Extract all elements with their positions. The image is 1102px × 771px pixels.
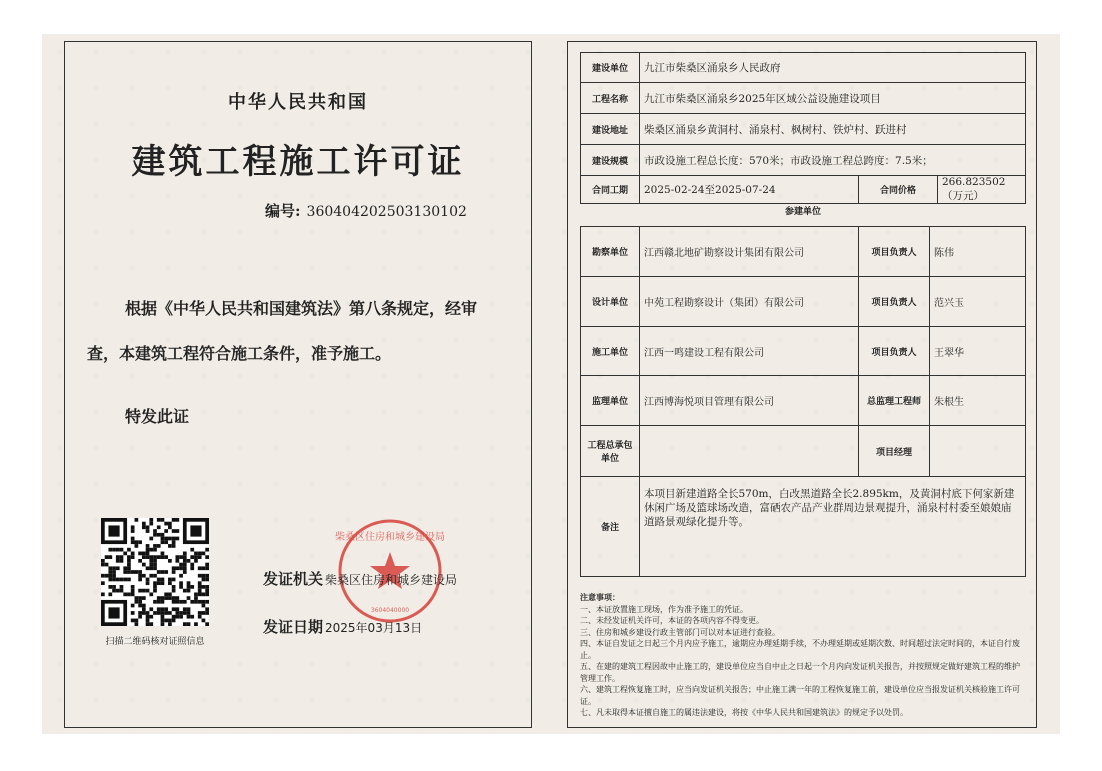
serial-value: 360404202503130102: [306, 204, 467, 220]
table-row: [581, 83, 1026, 114]
svg-text:3604040000: 3604040000: [370, 607, 410, 614]
note-item: 六、建筑工程恢复施工时，应当向发证机关报告；中止施工满一年的工程恢复施工前，建设单位应当报发证机关核验施工许可证。: [580, 685, 1020, 706]
notes-section: [580, 592, 1026, 719]
period-value: 2025-02-24至2025-07-24: [640, 176, 859, 204]
country-heading: 中华人民共和国: [228, 92, 368, 113]
period-label: 合同工期: [581, 176, 640, 204]
serial-label: 编号:: [265, 202, 301, 220]
price-label: 合同价格: [859, 176, 938, 204]
table-row: [581, 176, 1026, 204]
party-lead-label: 总监理工程师: [859, 376, 930, 426]
issuer-label: 发证机关: [263, 570, 324, 588]
party-lead-label: 项目经理: [859, 426, 930, 477]
party-lead-label: 项目负责人: [859, 277, 930, 327]
builder-value: 九江市柴桑区涌泉乡人民政府: [640, 53, 1026, 83]
permit-body-text: 根据《中华人民共和国建筑法》第八条规定，经审查，本建筑工程符合施工条件，准予施工。: [87, 299, 478, 363]
permit-left-panel: [64, 41, 532, 728]
project-info-table: [580, 52, 1026, 204]
table-row: [581, 53, 1026, 83]
parties-table: [580, 226, 1026, 577]
party-name: 江西博海悦项目管理有限公司: [640, 376, 859, 426]
party-lead: 范兴玉: [930, 277, 1026, 327]
issuer-value: 柴桑区住房和城乡建设局: [325, 573, 458, 587]
party-lead: 朱根生: [930, 376, 1026, 426]
parties-title: 参建单位: [784, 207, 821, 217]
note-item: 五、在建的建筑工程因故中止施工的，建设单位应当自中止之日起一个月内向发证机关报告，并按照规定做好建筑工程的维护管理工作。: [580, 662, 1020, 683]
table-row: [581, 477, 1026, 577]
party-role: 勘察单位: [581, 227, 640, 277]
party-role: 设计单位: [581, 277, 640, 327]
note-item: 四、本证自发证之日起三个月内应予施工，逾期应办理延期手续，不办理延期或延期次数、时间超过法定时间的，本证自行废止。: [580, 639, 1020, 660]
price-value: 266.823502（万元）: [938, 176, 1026, 204]
project-name-value: 九江市柴桑区涌泉乡2025年区域公益设施建设项目: [640, 83, 1026, 114]
notes-heading: 注意事项：: [580, 592, 620, 602]
party-name: 江西一鸣建设工程有限公司: [640, 327, 859, 376]
remark-label: 备注: [581, 477, 640, 577]
address-value: 柴桑区涌泉乡黄洞村、涌泉村、枫树村、铁炉村、跃进村: [640, 114, 1026, 145]
project-name-label: 工程名称: [581, 83, 640, 114]
party-lead: [930, 426, 1026, 477]
note-item: 七、凡未取得本证擅自施工的属违法建设，将按《中华人民共和国建筑法》的规定予以处罚。: [580, 708, 908, 717]
table-row: [581, 327, 1026, 376]
party-lead: 王翠华: [930, 327, 1026, 376]
issuer-row: [263, 568, 457, 589]
party-role: 施工单位: [581, 327, 640, 376]
qr-caption: 扫描二维码核对证照信息: [105, 637, 205, 647]
table-row: [581, 227, 1026, 277]
permit-title: 建筑工程施工许可证: [131, 142, 465, 182]
serial-number: [265, 200, 467, 221]
scale-label: 建设规模: [581, 145, 640, 176]
permit-right-panel: [567, 41, 1037, 728]
party-lead-label: 项目负责人: [859, 327, 930, 376]
issue-date-value: 2025年03月13日: [325, 621, 423, 635]
table-row: [581, 145, 1026, 176]
party-name: 中苑工程勘察设计（集团）有限公司: [640, 277, 859, 327]
qr-code-icon[interactable]: [101, 518, 209, 626]
table-row: [581, 376, 1026, 426]
party-role: 工程总承包单位: [581, 426, 640, 477]
svg-text:柴桑区住房和城乡建设局: 柴桑区住房和城乡建设局: [335, 532, 445, 543]
table-row: [581, 426, 1026, 477]
table-row: [581, 277, 1026, 327]
scale-value: 市政设施工程总长度：570米；市政设施工程总跨度：7.5米；: [640, 145, 1026, 176]
note-item: 三、住房和城乡建设行政主管部门可以对本证进行查验。: [580, 627, 780, 637]
party-name: 江西赣北地矿勘察设计集团有限公司: [640, 227, 859, 277]
party-lead: 陈伟: [930, 227, 1026, 277]
remark-value: 本项目新建道路全长570m，白改黑道路全长2.895km，及黄洞村底下何家新建休闲广场及篮球场改造，富硒农产品产业群周边景观提升，涌泉村村委至娘娘庙道路景观绿化提升等。: [640, 477, 1026, 577]
party-lead-label: 项目负责人: [859, 227, 930, 277]
note-item: 二、未经发证机关许可，本证的各项内容不得变更。: [580, 616, 764, 625]
address-label: 建设地址: [581, 114, 640, 145]
note-item: 一、本证放置施工现场，作为准予施工的凭证。: [580, 604, 748, 614]
party-role: 监理单位: [581, 376, 640, 426]
special-issue-text: 特发此证: [125, 407, 190, 426]
party-name: [640, 426, 859, 477]
table-row: [581, 114, 1026, 145]
issue-date-label: 发证日期: [263, 618, 324, 636]
builder-label: 建设单位: [581, 53, 640, 83]
issue-date-row: [263, 616, 422, 637]
